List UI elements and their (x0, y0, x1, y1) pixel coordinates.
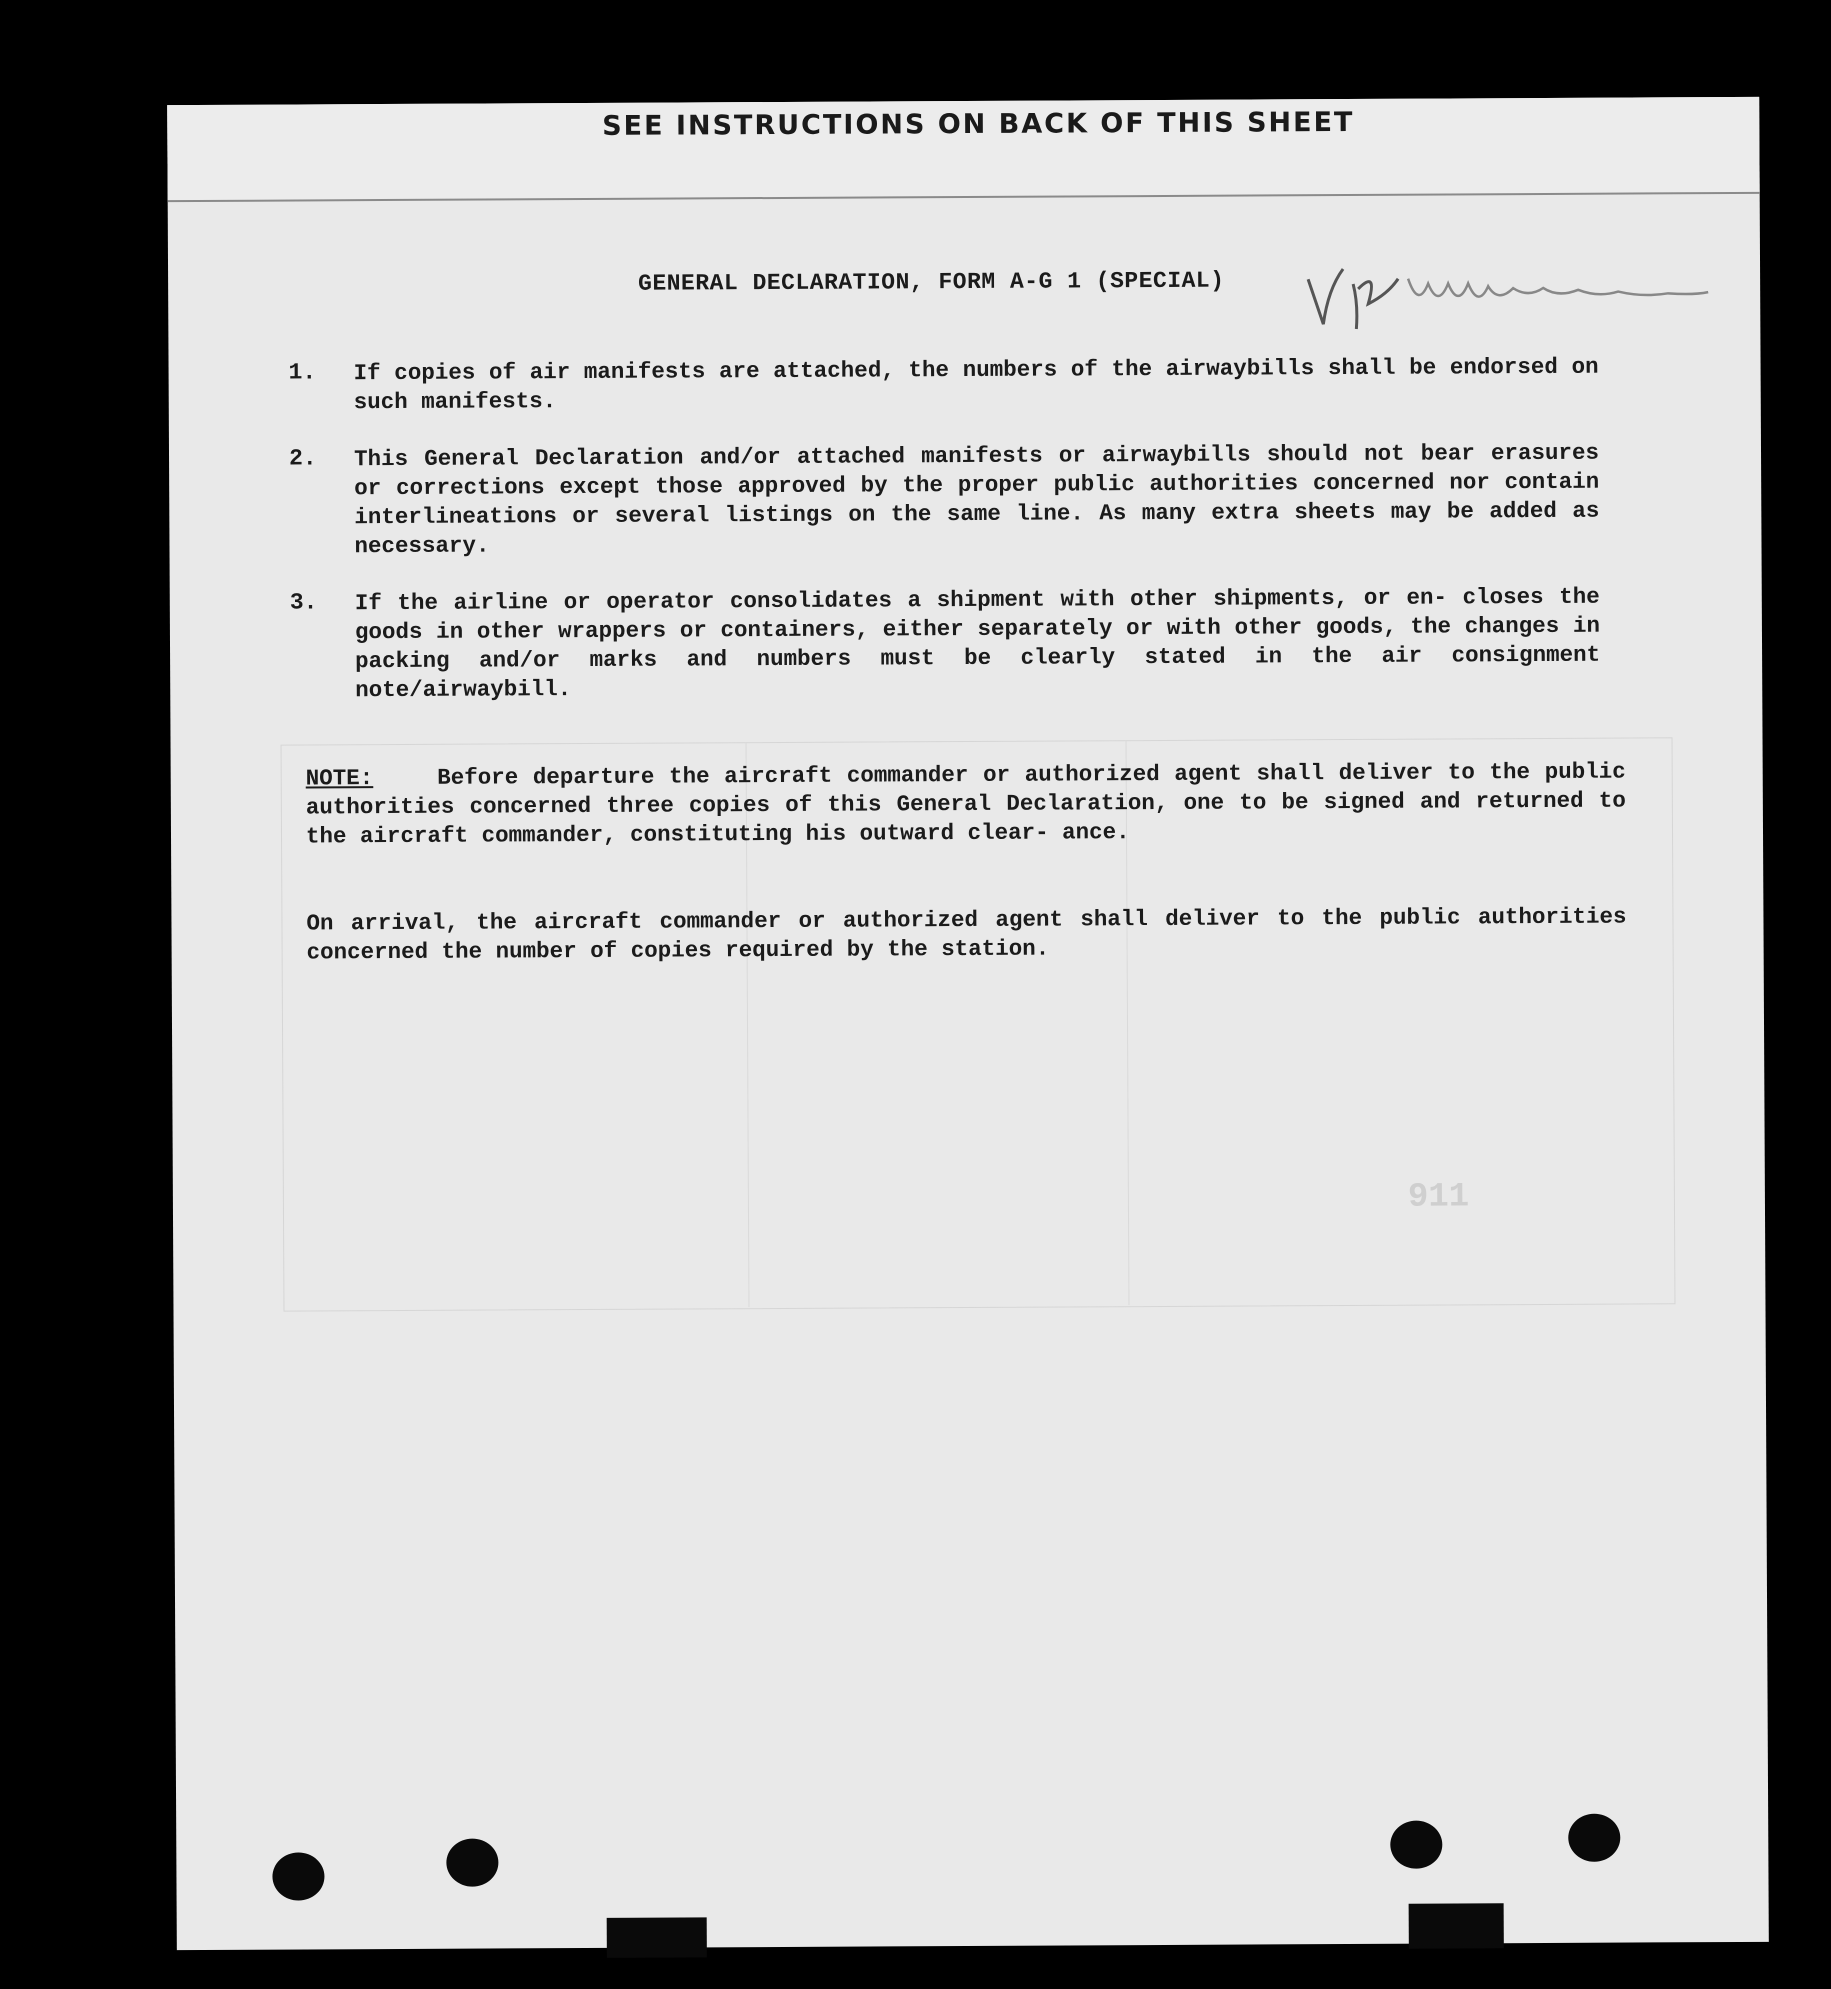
punch-hole (1568, 1814, 1620, 1862)
form-title: GENERAL DECLARATION, FORM A-G 1 (SPECIAL) (638, 267, 1225, 297)
instruction-list (289, 353, 1601, 734)
handwritten-initials (1298, 247, 1718, 339)
punch-hole (1390, 1821, 1442, 1869)
note-text: Before departure the aircraft commander or authorized agent shall deliver to the public authorities concerned three copies of this General Declaration, one to be signed and returned to the aircraft commander, constituting his outward clear- ance. (305, 758, 1626, 850)
list-item (290, 583, 1601, 706)
list-item-number: 3. (289, 589, 318, 616)
punch-hole (446, 1838, 498, 1886)
list-item-text: If copies of air manifests are attached, the numbers of the airwaybills shall be endorsed on such manifests. (353, 353, 1599, 416)
document-sheet (167, 97, 1769, 1950)
note-label: NOTE: (305, 765, 374, 792)
binding-tab (1409, 1903, 1504, 1948)
list-item (289, 439, 1600, 562)
list-item-text: If the airline or operator consolidates a shipment with other shipments, or en- closes the goods in other wrappers or containers, either separately or with other goods, the changes in packing and/or marks and numbers must be clearly stated in the air consignment note/airwaybill. (354, 583, 1601, 704)
instruction-header (167, 97, 1759, 202)
list-item (289, 353, 1599, 418)
list-item-text: This General Declaration and/or attached manifests or airwaybills should not bear erasures or corrections except those approved by the proper public authorities concerned nor contain interlineations or several listings on the same line. As many extra sheets may be added as necessary. (353, 439, 1600, 560)
list-item-number: 1. (288, 359, 317, 386)
departure-note (306, 758, 1626, 852)
instruction-banner: SEE INSTRUCTIONS ON BACK OF THIS SHEET (602, 106, 1355, 142)
show-through-stamp-number: 911 (1407, 1178, 1470, 1217)
punch-hole (272, 1852, 324, 1900)
arrival-paragraph: On arrival, the aircraft commander or authorized agent shall deliver to the public authorities concerned the number of copies required by the station. (306, 903, 1627, 966)
list-item-number: 2. (288, 445, 317, 472)
binding-tab (607, 1917, 707, 1958)
